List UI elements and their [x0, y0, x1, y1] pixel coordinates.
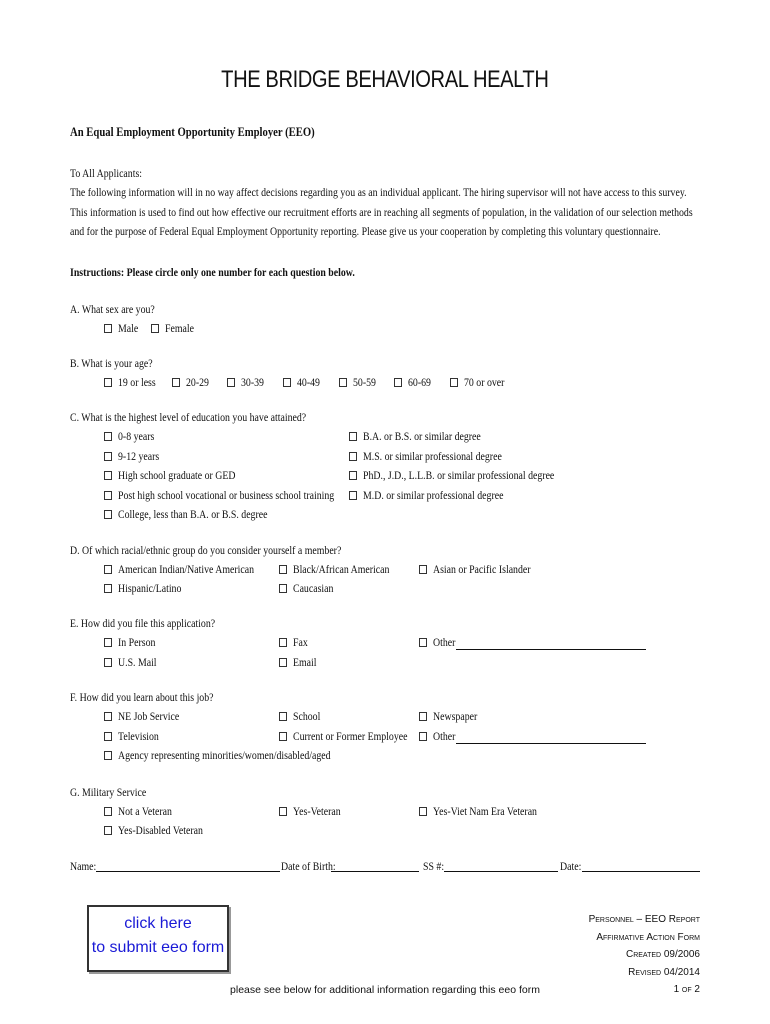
eeo-heading: An Equal Employment Opportunity Employer (EEO): [70, 124, 315, 139]
option-edu-9-12[interactable]: 9-12 years: [104, 449, 168, 464]
name-field-label: Name:: [70, 859, 97, 873]
page-title: THE BRIDGE BEHAVIORAL HEALTH: [221, 66, 549, 93]
report-info: [589, 911, 700, 999]
submit-eeo-form-button[interactable]: [87, 905, 229, 972]
option-file-us-mail[interactable]: U.S. Mail: [104, 655, 165, 670]
submit-line-2[interactable]: to submit eeo form: [91, 939, 225, 956]
report-line-3: Created 09/2006: [625, 949, 700, 960]
checkbox[interactable]: [104, 751, 112, 760]
ss-field-label: SS #:: [423, 859, 445, 873]
checkbox[interactable]: [104, 471, 112, 480]
question-f-label: F. How did you learn about this job?: [70, 690, 214, 704]
checkbox[interactable]: [419, 712, 427, 721]
question-d-label: D. Of which racial/ethnic group do you consider yourself a member?: [70, 543, 342, 557]
option-edu-college[interactable]: College, less than B.A. or B.S. degree: [104, 507, 300, 522]
option-learn-television[interactable]: Television: [104, 729, 168, 744]
ss-field[interactable]: [444, 862, 558, 872]
checkbox[interactable]: [172, 378, 180, 387]
checkbox[interactable]: [104, 712, 112, 721]
checkbox[interactable]: [104, 807, 112, 816]
option-military-not-veteran[interactable]: Not a Veteran: [104, 804, 184, 819]
option-edu-md[interactable]: M.D. or similar professional degree: [349, 488, 534, 503]
option-edu-ba-bs[interactable]: B.A. or B.S. or similar degree: [349, 429, 507, 444]
option-race-caucasian[interactable]: Caucasian: [279, 581, 342, 596]
checkbox[interactable]: [419, 638, 427, 647]
checkbox[interactable]: [419, 732, 427, 741]
option-file-in-person[interactable]: In Person: [104, 635, 164, 650]
checkbox[interactable]: [283, 378, 291, 387]
checkbox[interactable]: [104, 565, 112, 574]
dob-field[interactable]: [331, 862, 419, 872]
option-age-70-or-over[interactable]: 70 or over: [450, 375, 513, 390]
checkbox[interactable]: [227, 378, 235, 387]
option-race-hispanic[interactable]: Hispanic/Latino: [104, 581, 195, 596]
intro-line-1: The following information will in no way affect decisions regarding you as an individual applicant. The hiring supervisor will not have access to this survey.: [70, 185, 687, 199]
option-edu-phd[interactable]: PhD., J.D., L.L.B. or similar professional degree: [349, 468, 596, 483]
name-field[interactable]: [96, 862, 280, 872]
option-military-yes-veteran[interactable]: Yes-Veteran: [279, 804, 351, 819]
checkbox[interactable]: [104, 324, 112, 333]
option-learn-agency[interactable]: Agency representing minorities/women/disabled/aged: [104, 748, 377, 763]
checkbox[interactable]: [349, 471, 357, 480]
option-learn-school[interactable]: School: [279, 709, 326, 724]
checkbox[interactable]: [349, 491, 357, 500]
instructions: Instructions: Please circle only one number for each question below.: [70, 265, 355, 279]
question-g-label: G. Military Service: [70, 785, 147, 799]
option-file-fax[interactable]: Fax: [279, 635, 311, 650]
checkbox[interactable]: [279, 807, 287, 816]
checkbox[interactable]: [104, 432, 112, 441]
report-line-2: Affirmative Action Form: [596, 931, 700, 943]
checkbox[interactable]: [279, 658, 287, 667]
question-e-label: E. How did you file this application?: [70, 616, 216, 630]
option-male[interactable]: Male: [104, 321, 143, 336]
checkbox[interactable]: [279, 584, 287, 593]
checkbox[interactable]: [104, 584, 112, 593]
checkbox[interactable]: [104, 638, 112, 647]
checkbox[interactable]: [151, 324, 159, 333]
intro-line-2: This information is used to find out how effective our recruitment efforts are in reaching all segments of population, in the validation of our selection methods: [70, 205, 693, 219]
option-race-asian[interactable]: Asian or Pacific Islander: [419, 562, 552, 577]
option-learn-employee[interactable]: Current or Former Employee: [279, 729, 433, 744]
checkbox[interactable]: [104, 452, 112, 461]
checkbox[interactable]: [279, 565, 287, 574]
checkbox[interactable]: [349, 432, 357, 441]
option-age-20-29[interactable]: 20-29: [172, 375, 214, 390]
option-age-30-39[interactable]: 30-39: [227, 375, 269, 390]
checkbox[interactable]: [104, 732, 112, 741]
option-age-40-49[interactable]: 40-49: [283, 375, 325, 390]
option-female[interactable]: Female: [151, 321, 200, 336]
intro-line-3: and for the purpose of Federal Equal Employment Opportunity reporting. Please give us your cooperation by completing this voluntary questionnaire.: [70, 224, 661, 238]
intro-greeting: To All Applicants:: [70, 166, 143, 180]
option-race-american-indian[interactable]: American Indian/Native American: [104, 562, 284, 577]
checkbox[interactable]: [339, 378, 347, 387]
dob-field-label: Date of Birth:: [281, 859, 336, 873]
checkbox[interactable]: [104, 510, 112, 519]
option-file-other[interactable]: Other: [419, 635, 646, 650]
option-file-email[interactable]: Email: [279, 655, 322, 670]
checkbox[interactable]: [394, 378, 402, 387]
option-learn-other[interactable]: Other: [419, 729, 646, 744]
option-age-60-69[interactable]: 60-69: [394, 375, 436, 390]
footer-note: please see below for additional information regarding this eeo form: [230, 984, 540, 996]
submit-line-1[interactable]: click here: [124, 915, 192, 932]
checkbox[interactable]: [279, 638, 287, 647]
option-age-19-or-less[interactable]: 19 or less: [104, 375, 164, 390]
option-edu-high-school[interactable]: High school graduate or GED: [104, 468, 261, 483]
option-military-disabled[interactable]: Yes-Disabled Veteran: [104, 823, 222, 838]
option-learn-newspaper[interactable]: Newspaper: [419, 709, 487, 724]
option-age-50-59[interactable]: 50-59: [339, 375, 381, 390]
checkbox[interactable]: [349, 452, 357, 461]
option-edu-ms[interactable]: M.S. or similar professional degree: [349, 449, 532, 464]
checkbox[interactable]: [104, 658, 112, 667]
option-edu-post-high-school[interactable]: Post high school vocational or business school training: [104, 488, 382, 503]
checkbox[interactable]: [419, 565, 427, 574]
checkbox[interactable]: [450, 378, 458, 387]
option-military-vietnam[interactable]: Yes-Viet Nam Era Veteran: [419, 804, 560, 819]
checkbox[interactable]: [279, 732, 287, 741]
checkbox[interactable]: [419, 807, 427, 816]
other-input-line[interactable]: [456, 640, 646, 650]
report-line-4: Revised 04/2014: [628, 966, 700, 978]
option-edu-0-8[interactable]: 0-8 years: [104, 429, 162, 444]
checkbox[interactable]: [279, 712, 287, 721]
date-field[interactable]: [582, 862, 700, 872]
date-field-label: Date:: [560, 859, 582, 873]
checkbox[interactable]: [104, 826, 112, 835]
question-b-label: B. What is your age?: [70, 356, 153, 370]
checkbox[interactable]: [104, 491, 112, 500]
page-number: 1 of 2: [673, 984, 700, 995]
option-learn-ne-job-service[interactable]: NE Job Service: [104, 709, 193, 724]
question-c-label: C. What is the highest level of education you have attained?: [70, 410, 307, 424]
other-input-line[interactable]: [456, 734, 646, 744]
report-line-1: Personnel – EEO Report: [588, 914, 700, 925]
checkbox[interactable]: [104, 378, 112, 387]
option-race-black[interactable]: Black/African American: [279, 562, 411, 577]
question-a-label: A. What sex are you?: [70, 302, 155, 316]
